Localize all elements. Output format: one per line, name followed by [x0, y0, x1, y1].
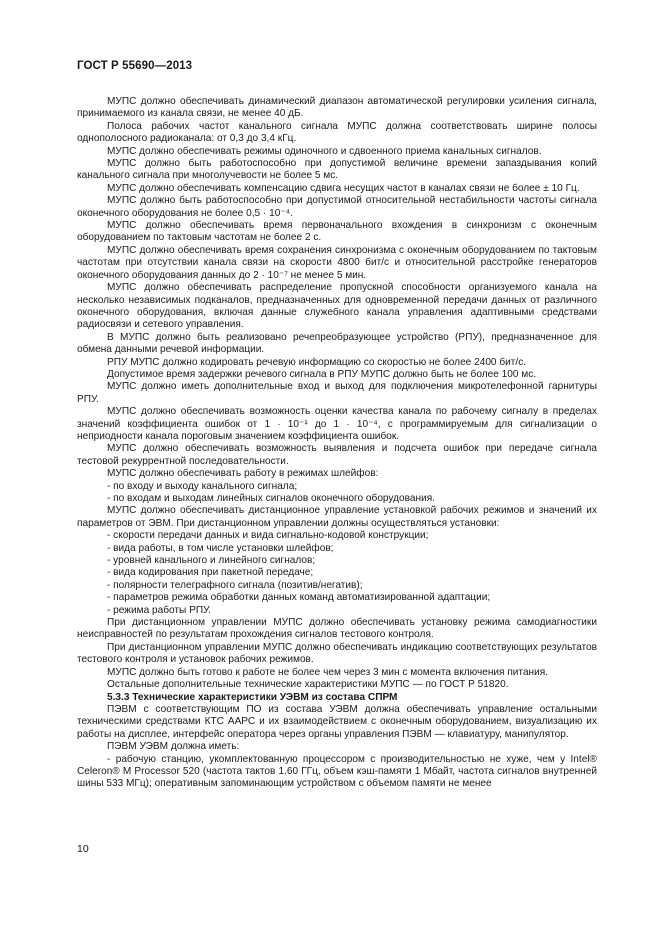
paragraph: МУПС должно обеспечивать динамический диапазон автоматической регулировки усиления сигнала, принимаемого из канала связи, не менее 40 дБ.	[77, 96, 597, 120]
list-item: - полярности телеграфного сигнала (позитив/негатив);	[107, 579, 363, 591]
paragraph: При дистанционном управлении МУПС должно обеспечивать индикацию соответствующих результатов тестового контроля и установок рабочих режимов.	[77, 641, 597, 666]
paragraph: МУПС должно обеспечивать возможность выявления и подсчета ошибок при передаче сигнала тестовой рекуррентной последовательности.	[77, 443, 597, 467]
paragraph: МУПС должно быть работоспособно при допустимой относительной нестабильности частоты сигнала оконечного оборудования не более 0,5 · 10⁻⁴.	[77, 195, 597, 219]
paragraph: При дистанционном управлении МУПС должно обеспечивать установку режима самодиагностики неисправностей по результатам прохождения сигналов тестового контроля.	[77, 617, 597, 641]
paragraph: ПЭВМ УЭВМ должна иметь:	[107, 741, 240, 753]
paragraph: МУПС должно быть работоспособно при допустимой величине времени запаздывания копий канального сигнала при многолучевости не более 5 мс.	[77, 158, 597, 182]
list-item: - параметров режима обработки данных команд автоматизированной адаптации;	[107, 592, 491, 604]
list-item: - скорости передачи данных и вида сигнально-кодовой конструкции;	[107, 530, 429, 542]
document-body	[77, 96, 597, 791]
paragraph: МУПС должно обеспечивать компенсацию сдвига несущих частот в каналах связи не более ± 10 Гц.	[107, 182, 580, 194]
paragraph: МУПС должно обеспечивать работу в режимах шлейфов:	[107, 468, 379, 480]
paragraph: РПУ МУПС должно кодировать речевую информацию со скоростью не более 2400 бит/с.	[107, 356, 527, 368]
paragraph: МУПС должно обеспечивать время сохранения синхронизма с оконечным оборудованием по тактовым частотам при отсутствии канала связи на скорости 4800 бит/с и относительной расстройке генераторов оконечного оборудования данных до 2 · 10⁻⁷ не менее 5 мин.	[77, 244, 597, 281]
paragraph: МУПС должно обеспечивать дистанционное управление установкой рабочих режимов и значений их параметров от ЭВМ. При дистанционном управлении должны осуществляться установки:	[77, 505, 597, 529]
section-heading: 5.3.3 Технические характеристики УЭВМ из состава СПРМ	[107, 691, 398, 703]
paragraph: ПЭВМ с соответствующим ПО из состава УЭВМ должна обеспечивать управление остальными техническими средствами КТС ААРС и их взаимодействием с оконечным оборудованием, визуализацию их работы на дисплее, интерфейс оператора через органы управления ПЭВМ — клавиатуру, манипулятор.	[77, 703, 597, 740]
list-item: - уровней канального и линейного сигналов;	[107, 555, 316, 567]
paragraph: МУПС должно обеспечивать возможность оценки качества канала по рабочему сигналу в пределах значений коэффициента ошибок от 1 · 10⁻¹ до 1 · 10⁻⁴, с программируемым для сигнализации о неприодности канала пороговым значением коэффициента ошибок.	[77, 406, 597, 442]
paragraph: Полоса рабочих частот канального сигнала МУПС должна соответствовать ширине полосы однополосного радиоканала: от 0,3 до 3,4 кГц.	[77, 120, 597, 145]
list-item: - режима работы РПУ.	[107, 604, 211, 616]
list-item: - рабочую станцию, укомплектованную процессором с производительностью не хуже, чем у Intel® Celeron® M Processor 520 (частота тактов 1.60 ГГц, объем кэш-памяти 1 Мбайт, частота сигналов внутренней шины 533 МГц); оперативным запоминающим устройством с объемом памяти не менее	[77, 753, 597, 790]
paragraph: МУПС должно быть готово к работе не более чем через 3 мин с момента включения питания.	[107, 666, 549, 678]
paragraph: В МУПС должно быть реализовано речепреобразующее устройство (РПУ), предназначенное для обмена данными речевой информации.	[77, 331, 597, 356]
list-item: - по входу и выходу канального сигнала;	[107, 480, 298, 492]
paragraph: Допустимое время задержки речевого сигнала в РПУ МУПС должно быть не более 100 мс.	[107, 368, 537, 380]
list-item: - вида кодирования при пакетной передаче;	[107, 567, 314, 579]
list-item: - по входам и выходам линейных сигналов оконечного оборудования.	[107, 493, 435, 504]
paragraph: МУПС должно иметь дополнительные вход и выход для подключения микротелефонной гарнитуры РПУ.	[77, 381, 597, 405]
document-header: ГОСТ Р 55690—2013	[77, 60, 193, 72]
list-item: - вида работы, в том числе установки шлейфов;	[107, 542, 334, 554]
paragraph: Остальные дополнительные технические характеристики МУПС — по ГОСТ Р 51820.	[107, 679, 509, 691]
page-number: 10	[77, 843, 89, 855]
paragraph: МУПС должно обеспечивать режимы одиночного и сдвоенного приема канальных сигналов.	[107, 145, 542, 157]
paragraph: МУПС должно обеспечивать распределение пропускной способности организуемого канала на несколько независимых подканалов, предназначенных для одновременной передачи данных от различного оконечного оборудования, включая данные служебного канала управления адаптивными средствами радиосвязи и сетевого управления.	[77, 282, 597, 331]
paragraph: МУПС должно обеспечивать время первоначального вхождения в синхронизм с оконечным оборудованием по тактовым частотам не более 2 с.	[77, 220, 597, 244]
